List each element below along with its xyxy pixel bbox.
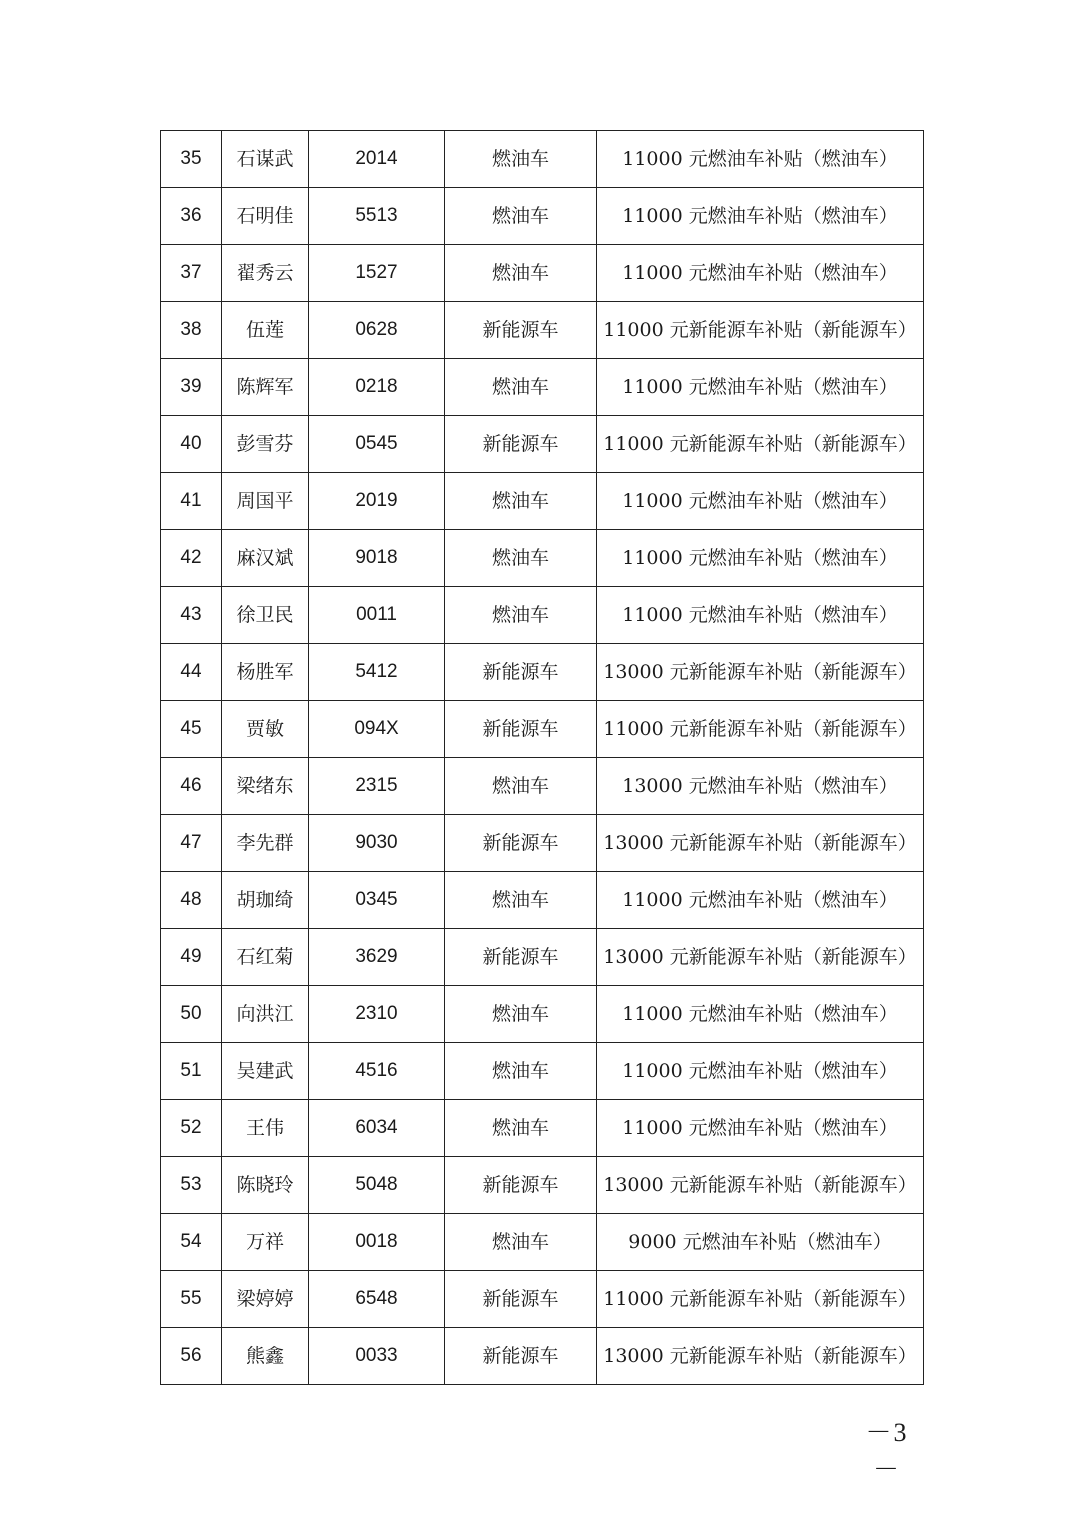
vehicle-type: 新能源车 (445, 701, 597, 758)
subsidy-table (160, 130, 924, 1385)
owner-name: 周国平 (222, 473, 309, 530)
table-row (161, 473, 924, 530)
owner-name: 杨胜军 (222, 644, 309, 701)
row-number: 53 (161, 1157, 222, 1214)
owner-name: 向洪江 (222, 986, 309, 1043)
table-row (161, 131, 924, 188)
id-suffix: 6548 (309, 1271, 445, 1328)
id-suffix: 0033 (309, 1328, 445, 1385)
vehicle-type: 燃油车 (445, 1214, 597, 1271)
vehicle-type: 燃油车 (445, 530, 597, 587)
id-suffix: 1527 (309, 245, 445, 302)
subsidy-description: 11000 元新能源车补贴（新能源车） (597, 1271, 924, 1328)
vehicle-type: 燃油车 (445, 986, 597, 1043)
table-row (161, 416, 924, 473)
id-suffix: 9030 (309, 815, 445, 872)
row-number: 45 (161, 701, 222, 758)
id-suffix: 094X (309, 701, 445, 758)
subsidy-description: 13000 元新能源车补贴（新能源车） (597, 929, 924, 986)
vehicle-type: 燃油车 (445, 1100, 597, 1157)
owner-name: 吴建武 (222, 1043, 309, 1100)
table-row (161, 359, 924, 416)
id-suffix: 2019 (309, 473, 445, 530)
id-suffix: 0018 (309, 1214, 445, 1271)
row-number: 51 (161, 1043, 222, 1100)
subsidy-description: 11000 元燃油车补贴（燃油车） (597, 473, 924, 530)
table-row (161, 872, 924, 929)
table-row (161, 815, 924, 872)
row-number: 36 (161, 188, 222, 245)
table-row (161, 302, 924, 359)
row-number: 50 (161, 986, 222, 1043)
subsidy-description: 13000 元新能源车补贴（新能源车） (597, 1328, 924, 1385)
subsidy-description: 13000 元燃油车补贴（燃油车） (597, 758, 924, 815)
row-number: 54 (161, 1214, 222, 1271)
owner-name: 麻汉斌 (222, 530, 309, 587)
row-number: 35 (161, 131, 222, 188)
id-suffix: 0628 (309, 302, 445, 359)
table-row (161, 245, 924, 302)
vehicle-type: 燃油车 (445, 587, 597, 644)
owner-name: 熊鑫 (222, 1328, 309, 1385)
id-suffix: 4516 (309, 1043, 445, 1100)
owner-name: 石红菊 (222, 929, 309, 986)
subsidy-description: 11000 元燃油车补贴（燃油车） (597, 530, 924, 587)
owner-name: 梁绪东 (222, 758, 309, 815)
owner-name: 石明佳 (222, 188, 309, 245)
id-suffix: 5513 (309, 188, 445, 245)
subsidy-description: 11000 元燃油车补贴（燃油车） (597, 245, 924, 302)
owner-name: 王伟 (222, 1100, 309, 1157)
id-suffix: 5048 (309, 1157, 445, 1214)
subsidy-description: 9000 元燃油车补贴（燃油车） (597, 1214, 924, 1271)
vehicle-type: 新能源车 (445, 929, 597, 986)
id-suffix: 2310 (309, 986, 445, 1043)
subsidy-description: 11000 元燃油车补贴（燃油车） (597, 131, 924, 188)
subsidy-description: 11000 元燃油车补贴（燃油车） (597, 986, 924, 1043)
vehicle-type: 新能源车 (445, 1271, 597, 1328)
subsidy-description: 13000 元新能源车补贴（新能源车） (597, 644, 924, 701)
table-row (161, 929, 924, 986)
id-suffix: 6034 (309, 1100, 445, 1157)
owner-name: 梁婷婷 (222, 1271, 309, 1328)
row-number: 37 (161, 245, 222, 302)
subsidy-description: 11000 元燃油车补贴（燃油车） (597, 1100, 924, 1157)
id-suffix: 2014 (309, 131, 445, 188)
subsidy-description: 11000 元燃油车补贴（燃油车） (597, 1043, 924, 1100)
vehicle-type: 燃油车 (445, 758, 597, 815)
table-row (161, 1328, 924, 1385)
row-number: 40 (161, 416, 222, 473)
row-number: 43 (161, 587, 222, 644)
subsidy-description: 11000 元燃油车补贴（燃油车） (597, 587, 924, 644)
id-suffix: 5412 (309, 644, 445, 701)
vehicle-type: 新能源车 (445, 815, 597, 872)
table-row (161, 1157, 924, 1214)
subsidy-table-body (161, 131, 924, 1385)
row-number: 44 (161, 644, 222, 701)
row-number: 42 (161, 530, 222, 587)
row-number: 49 (161, 929, 222, 986)
owner-name: 胡珈绮 (222, 872, 309, 929)
vehicle-type: 燃油车 (445, 473, 597, 530)
vehicle-type: 燃油车 (445, 188, 597, 245)
row-number: 38 (161, 302, 222, 359)
owner-name: 石谋武 (222, 131, 309, 188)
table-row (161, 587, 924, 644)
table-row (161, 1100, 924, 1157)
vehicle-type: 新能源车 (445, 644, 597, 701)
id-suffix: 0345 (309, 872, 445, 929)
row-number: 41 (161, 473, 222, 530)
vehicle-type: 燃油车 (445, 872, 597, 929)
row-number: 52 (161, 1100, 222, 1157)
subsidy-description: 11000 元燃油车补贴（燃油车） (597, 872, 924, 929)
table-row (161, 1214, 924, 1271)
id-suffix: 0011 (309, 587, 445, 644)
table-row (161, 188, 924, 245)
owner-name: 徐卫民 (222, 587, 309, 644)
id-suffix: 0218 (309, 359, 445, 416)
subsidy-description: 11000 元新能源车补贴（新能源车） (597, 701, 924, 758)
vehicle-type: 燃油车 (445, 359, 597, 416)
owner-name: 李先群 (222, 815, 309, 872)
row-number: 55 (161, 1271, 222, 1328)
table-row (161, 701, 924, 758)
page-number: －3－ (865, 1418, 909, 1484)
row-number: 39 (161, 359, 222, 416)
id-suffix: 2315 (309, 758, 445, 815)
owner-name: 万祥 (222, 1214, 309, 1271)
vehicle-type: 燃油车 (445, 245, 597, 302)
subsidy-description: 13000 元新能源车补贴（新能源车） (597, 1157, 924, 1214)
owner-name: 陈晓玲 (222, 1157, 309, 1214)
table-row (161, 1043, 924, 1100)
vehicle-type: 新能源车 (445, 416, 597, 473)
owner-name: 翟秀云 (222, 245, 309, 302)
row-number: 46 (161, 758, 222, 815)
subsidy-description: 11000 元燃油车补贴（燃油车） (597, 359, 924, 416)
table-row (161, 1271, 924, 1328)
vehicle-type: 新能源车 (445, 302, 597, 359)
vehicle-type: 新能源车 (445, 1328, 597, 1385)
id-suffix: 9018 (309, 530, 445, 587)
vehicle-type: 燃油车 (445, 1043, 597, 1100)
table-row (161, 530, 924, 587)
id-suffix: 3629 (309, 929, 445, 986)
owner-name: 贾敏 (222, 701, 309, 758)
owner-name: 彭雪芬 (222, 416, 309, 473)
row-number: 56 (161, 1328, 222, 1385)
table-row (161, 644, 924, 701)
subsidy-description: 11000 元新能源车补贴（新能源车） (597, 416, 924, 473)
table-row (161, 758, 924, 815)
row-number: 48 (161, 872, 222, 929)
subsidy-description: 11000 元燃油车补贴（燃油车） (597, 188, 924, 245)
owner-name: 伍莲 (222, 302, 309, 359)
vehicle-type: 燃油车 (445, 131, 597, 188)
subsidy-description: 11000 元新能源车补贴（新能源车） (597, 302, 924, 359)
table-row (161, 986, 924, 1043)
vehicle-type: 新能源车 (445, 1157, 597, 1214)
row-number: 47 (161, 815, 222, 872)
subsidy-description: 13000 元新能源车补贴（新能源车） (597, 815, 924, 872)
id-suffix: 0545 (309, 416, 445, 473)
owner-name: 陈辉军 (222, 359, 309, 416)
